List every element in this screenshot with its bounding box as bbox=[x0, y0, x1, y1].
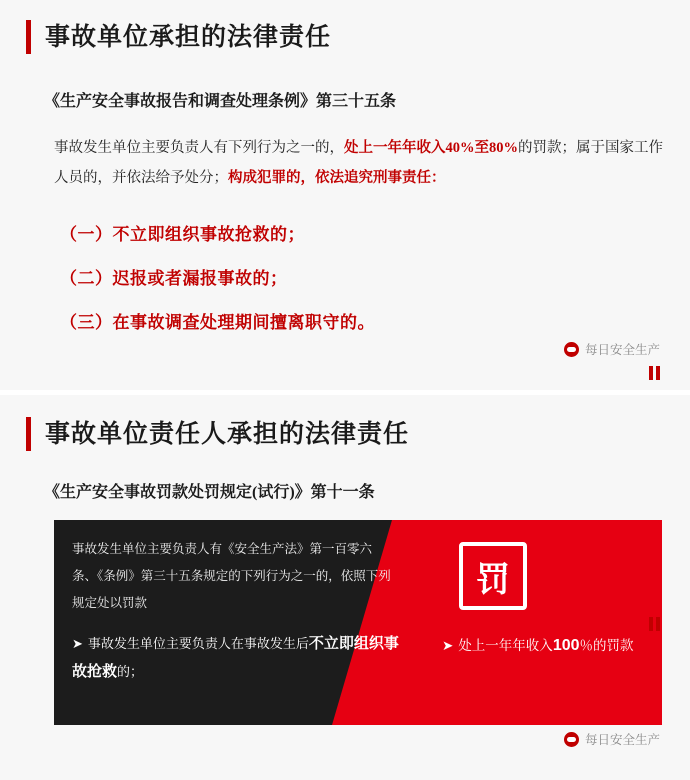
section-one-title-row bbox=[26, 20, 664, 54]
bullet-bold: 不立即组织事故抢救 bbox=[72, 636, 399, 680]
arrow-icon: ➤ bbox=[72, 636, 83, 651]
red-text-suffix: ％的罚款 bbox=[579, 638, 634, 653]
dark-panel-bullet bbox=[72, 630, 412, 686]
wechat-badge-two bbox=[564, 730, 660, 748]
penalty-graphic bbox=[54, 520, 662, 725]
bullet-suffix: 的； bbox=[117, 664, 144, 679]
section-two-title-row bbox=[26, 417, 664, 451]
wechat-icon bbox=[564, 732, 579, 747]
fine-seal-icon: 罚 bbox=[459, 542, 527, 610]
title-accent-bar bbox=[26, 417, 31, 451]
paragraph-part1: 事故发生单位主要负责人有下列行为之一的， bbox=[54, 140, 344, 156]
paragraph-percent-40: 40% bbox=[445, 140, 475, 156]
dark-panel-text: 事故发生单位主要负责人有《安全生产法》第一百零六条、《条例》第三十五条规定的下列行为之一的，依照下列规定处以罚款 bbox=[72, 542, 391, 610]
section-two-card bbox=[0, 395, 690, 780]
title-accent-bar bbox=[26, 20, 31, 54]
paragraph-mid-1: 至 bbox=[474, 140, 489, 156]
decorative-bars-two bbox=[649, 617, 660, 631]
paragraph-mid-2: 的罚款；属于国家工作人员的，并依法给予处分； bbox=[54, 140, 663, 186]
arrow-icon: ➤ bbox=[442, 638, 454, 653]
section-two-title: 事故单位责任人承担的法律责任 bbox=[45, 420, 410, 448]
section-one-item-list bbox=[60, 213, 664, 345]
decorative-bars-one bbox=[649, 366, 660, 380]
red-panel-text bbox=[442, 635, 662, 657]
section-one-paragraph bbox=[54, 133, 664, 193]
paragraph-highlight-1: 处上一年年收入 bbox=[344, 140, 446, 156]
paragraph-percent-80: 80% bbox=[489, 140, 518, 156]
red-text-bold: 100 bbox=[552, 637, 580, 654]
red-text-prefix: 处上一年年收入 bbox=[458, 638, 553, 653]
list-item: （三）在事故调查处理期间擅离职守的。 bbox=[60, 313, 375, 332]
list-item: （二）迟报或者漏报事故的； bbox=[60, 269, 288, 288]
section-one-subtitle: 《生产安全事故报告和调查处理条例》第三十五条 bbox=[44, 93, 397, 110]
section-one-title: 事故单位承担的法律责任 bbox=[45, 23, 332, 51]
bullet-prefix: 事故发生单位主要负责人在事故发生后 bbox=[87, 636, 309, 651]
wechat-label: 每日安全生产 bbox=[584, 733, 660, 747]
wechat-label: 每日安全生产 bbox=[584, 343, 660, 357]
paragraph-highlight-2: 构成犯罪的，依法追究刑事责任： bbox=[228, 170, 446, 186]
list-item: （一）不立即组织事故抢救的； bbox=[60, 225, 305, 244]
section-two-subtitle: 《生产安全事故罚款处罚规定(试行)》第十一条 bbox=[44, 484, 375, 501]
section-one-inner bbox=[0, 0, 690, 345]
wechat-icon bbox=[564, 342, 579, 357]
wechat-badge-one bbox=[564, 340, 660, 358]
section-two-inner bbox=[0, 395, 690, 725]
